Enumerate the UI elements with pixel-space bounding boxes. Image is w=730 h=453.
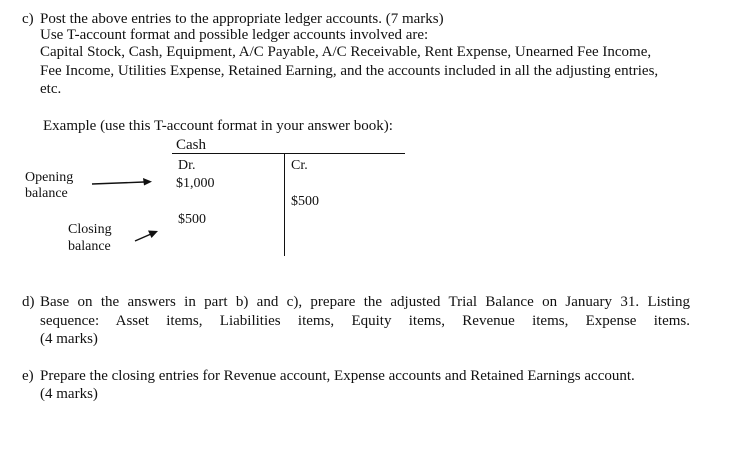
debit-value-opening: $1,000 [176, 176, 215, 191]
part-e-line-2: (4 marks) [40, 386, 98, 402]
part-c-line-2: Use T-account format and possible ledger accounts involved are: [40, 27, 429, 43]
part-c-line-3: Capital Stock, Cash, Equipment, A/C Payable, A/C Receivable, Rent Expense, Unearned Fee Income, [40, 44, 652, 60]
credit-value: $500 [291, 194, 319, 209]
part-c-label: c) [22, 11, 34, 27]
credit-header: Cr. [291, 158, 308, 173]
t-account-horizontal-line [172, 153, 405, 154]
closing-label-line-1: Closing [68, 222, 112, 237]
part-d-line-2: sequence: Asset items, Liabilities items, Equity items, Revenue items, Expense items. [40, 313, 690, 329]
part-c-line-1: Post the above entries to the appropriate ledger accounts. (7 marks) [40, 11, 444, 27]
debit-value: $500 [178, 212, 206, 227]
part-d-line-3: (4 marks) [40, 331, 98, 347]
t-account-name: Cash [176, 137, 206, 153]
closing-arrow-icon [134, 229, 160, 243]
t-account-vertical-line [284, 153, 285, 256]
part-d-line-1: Base on the answers in part b) and c), prepare the adjusted Trial Balance on January 31. Listing [40, 294, 690, 310]
part-d-label: d) [22, 294, 35, 310]
part-e-label: e) [22, 368, 34, 384]
example-heading: Example (use this T-account format in your answer book): [43, 118, 393, 134]
part-c-line-4: Fee Income, Utilities Expense, Retained Earning, and the accounts included in all the adjusting entries, [40, 63, 659, 79]
debit-header: Dr. [178, 158, 196, 173]
opening-label-line-2: balance [25, 186, 68, 201]
closing-label-line-2: balance [68, 239, 111, 254]
opening-label-line-1: Opening [25, 170, 74, 185]
opening-arrow-icon [92, 178, 154, 188]
part-e-line-1: Prepare the closing entries for Revenue account, Expense accounts and Retained Earnings account. [40, 368, 635, 384]
part-c-line-5: etc. [40, 81, 62, 97]
